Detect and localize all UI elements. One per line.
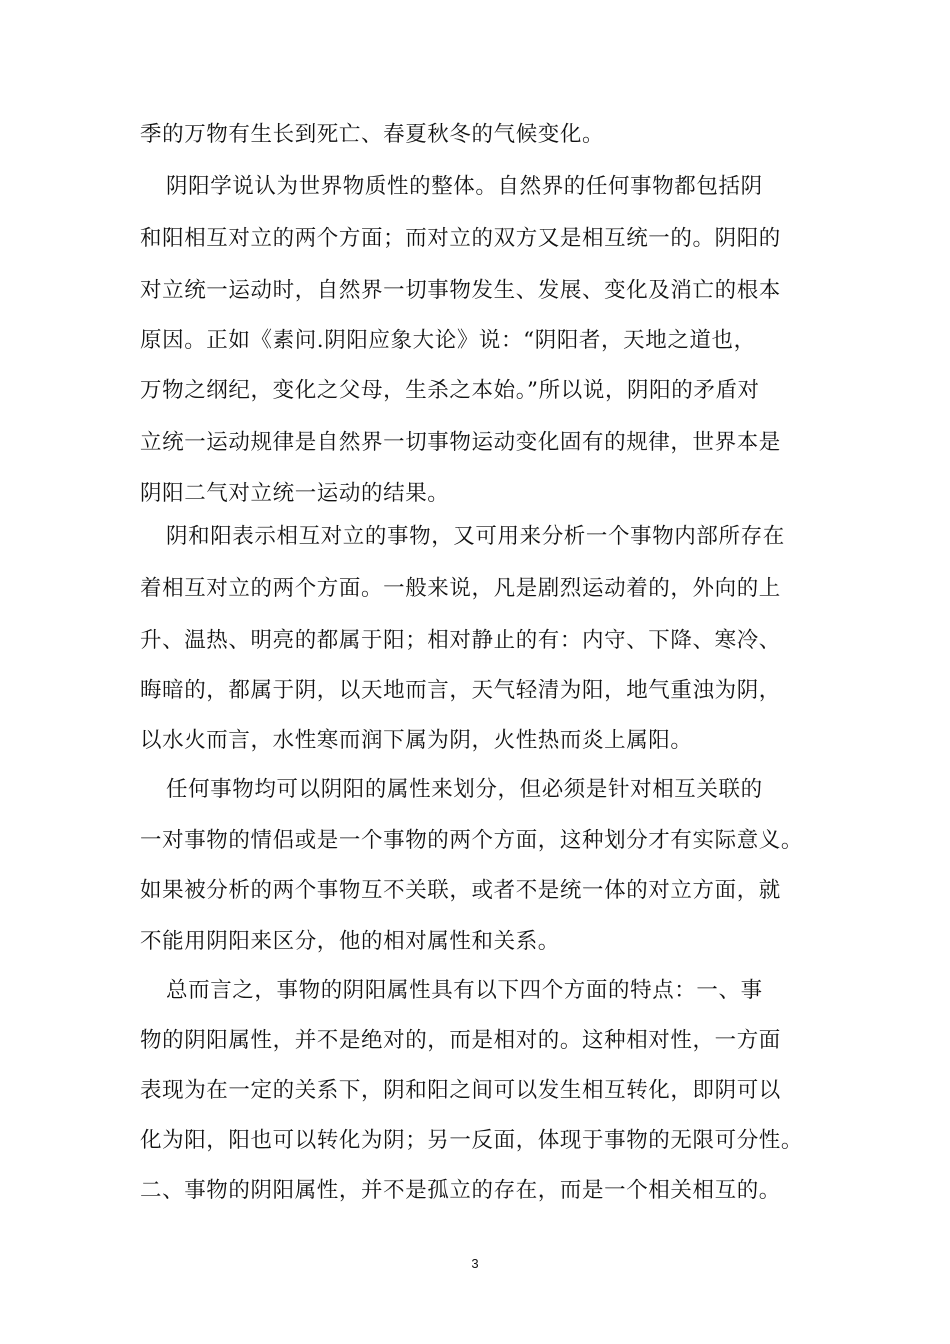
text-line: 晦暗的，都属于阴，以天地而言，天气轻清为阳，地气重浊为阴， — [140, 678, 781, 703]
text-line: 阴阳二气对立统一运动的结果。 — [140, 481, 450, 506]
text-line: 阴阳学说认为世界物质性的整体。自然界的任何事物都包括阴 — [166, 174, 763, 199]
text-line: 物的阴阳属性，并不是绝对的，而是相对的。这种相对性，一方面 — [140, 1028, 781, 1053]
text-line: 原因。正如《素问.阴阳应象大论》说：“阴阳者，天地之道也， — [140, 328, 756, 353]
text-line: 任何事物均可以阴阳的属性来划分，但必须是针对相互关联的 — [166, 777, 763, 802]
text-line: 万物之纲纪，变化之父母，生杀之本始。”所以说，阴阳的矛盾对 — [140, 378, 760, 403]
text-line: 不能用阴阳来区分，他的相对属性和关系。 — [140, 929, 560, 954]
text-line: 升、温热、明亮的都属于阳；相对静止的有：内守、下降、寒冷、 — [140, 628, 781, 653]
text-line: 立统一运动规律是自然界一切事物运动变化固有的规律，世界本是 — [140, 430, 781, 455]
text-line: 对立统一运动时，自然界一切事物发生、发展、变化及消亡的根本 — [140, 278, 781, 303]
text-line: 和阳相互对立的两个方面；而对立的双方又是相互统一的。阴阳的 — [140, 226, 781, 251]
text-line: 表现为在一定的关系下，阴和阳之间可以发生相互转化，即阴可以 — [140, 1078, 781, 1103]
text-line: 如果被分析的两个事物互不关联，或者不是统一体的对立方面，就 — [140, 878, 781, 903]
page-number: 3 — [471, 1256, 479, 1271]
text-line: 化为阳，阳也可以转化为阴；另一反面，体现于事物的无限可分性。 — [140, 1128, 804, 1153]
text-line: 季的万物有生长到死亡、春夏秋冬的气候变化。 — [140, 122, 605, 147]
text-line: 二、事物的阴阳属性，并不是孤立的存在，而是一个相关相互的。 — [140, 1178, 781, 1203]
text-line: 总而言之，事物的阴阳属性具有以下四个方面的特点：一、事 — [166, 978, 763, 1003]
text-line: 着相互对立的两个方面。一般来说，凡是剧烈运动着的，外向的上 — [140, 576, 781, 601]
text-line: 阴和阳表示相互对立的事物，又可用来分析一个事物内部所存在 — [166, 524, 785, 549]
text-line: 一对事物的情侣或是一个事物的两个方面，这种划分才有实际意义。 — [140, 828, 804, 853]
text-line: 以水火而言，水性寒而润下属为阴，火性热而炎上属阳。 — [140, 728, 693, 753]
